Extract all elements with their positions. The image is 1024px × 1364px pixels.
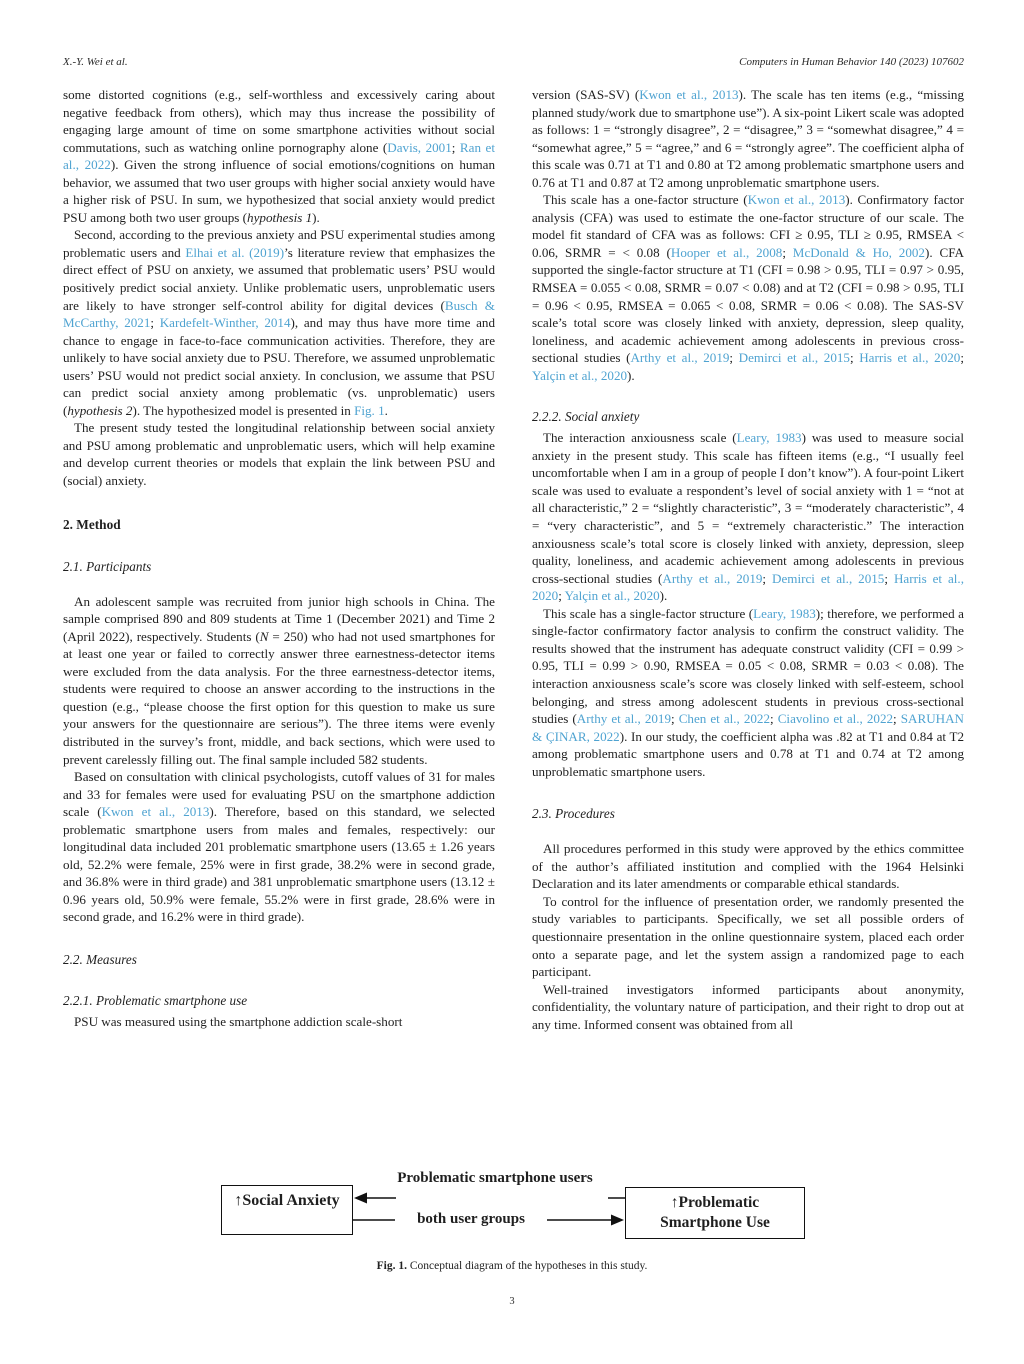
text-segment: ). Confirmatory factor analysis (CFA) was used to estimate the one-factor structure of our scale. The model fit standard of CFA was as follows: CFI ≥ 0.95, TLI ≥ 0.95, RMSEA < 0.06, SRMR = < 0.08 ( xyxy=(532,192,965,260)
body-columns xyxy=(63,86,964,1033)
subsection-heading-measures: 2.2. Measures xyxy=(63,951,137,967)
arrowhead-right-icon xyxy=(611,1215,624,1226)
paragraph xyxy=(532,191,964,384)
paragraph xyxy=(532,840,964,893)
left-column xyxy=(63,86,495,1033)
text-segment: ), and may thus have more time and chance to engage in face-to-face communication activities. Therefore, they are unlikely to have social anxiety due to PSU. Therefore, we assumed unproblematic users’ PSU would not predict social anxiety. In conclusion, we assume that PSU can predict social anxiety among problematic (vs. unproblematic) users ( xyxy=(63,315,495,418)
text-segment: N xyxy=(259,628,269,644)
text-segment: Well-trained investigators informed participants about anonymity, confidentiality, the voluntary nature of participation, and their right to drop out at any time. Informed consent was obtained from all xyxy=(532,981,964,1032)
figure-box-social-anxiety: ↑Social Anxiety xyxy=(221,1185,353,1235)
citation-link[interactable]: Harris et al., 2020 xyxy=(532,570,964,604)
text-segment: some distorted cognitions (e.g., self-worthless and excessively caring about negative feedback from others), which may thus increase the possibility of engaging large amount of time on some smartphone activities without social commutations, such as watching online pornography alone ( xyxy=(63,87,495,155)
citation-link[interactable]: Hooper et al., 2008 xyxy=(670,244,783,260)
text-segment: ’s literature review that emphasizes the direct effect of PSU on anxiety, we assumed that problematic users’ PSU would positively predict social anxiety. Unlike problematic users, unproblematic users are likely to have stronger self-control ability for digital devices ( xyxy=(63,244,496,313)
figure-box-problematic-smartphone-use xyxy=(625,1187,805,1239)
text-segment: ; xyxy=(893,711,901,727)
figure-box-right-line1: ↑Problematic xyxy=(670,1194,760,1211)
citation-link[interactable]: Kardefelt-Winther, 2014 xyxy=(159,315,291,331)
citation-link[interactable]: Harris et al., 2020 xyxy=(859,350,961,366)
running-head-authors: X.-Y. Wei et al. xyxy=(63,56,128,68)
text-segment: ). The hypothesized model is presented in xyxy=(132,402,355,418)
paragraph xyxy=(63,226,495,419)
citation-link[interactable]: Yalçin et al., 2020 xyxy=(532,367,628,383)
figure-top-arrow-label: Problematic smartphone users xyxy=(397,1170,593,1186)
citation-link[interactable]: Arthy et al., 2019 xyxy=(662,570,763,586)
text-segment: ; xyxy=(884,570,894,586)
text-segment: ; xyxy=(150,315,160,331)
text-segment: The interaction anxiousness scale ( xyxy=(543,430,737,446)
subsection-heading-participants: 2.1. Participants xyxy=(63,558,152,574)
text-segment: This scale has a one-factor structure ( xyxy=(543,192,748,208)
citation-link[interactable]: Fig. 1 xyxy=(354,402,385,418)
subsubsection-heading-psu: 2.2.1. Problematic smartphone use xyxy=(63,992,248,1008)
text-segment: This scale has a single-factor structure ( xyxy=(543,605,754,621)
figure-caption xyxy=(0,1260,1024,1272)
text-segment: PSU was measured using the smartphone addiction scale-short xyxy=(74,1013,403,1029)
figure-bottom-arrow-label: both user groups xyxy=(395,1211,547,1228)
running-head-journal: Computers in Human Behavior 140 (2023) 107602 xyxy=(739,56,964,68)
figure-caption-text: Conceptual diagram of the hypotheses in this study. xyxy=(409,1260,648,1272)
citation-link[interactable]: Yalçin et al., 2020 xyxy=(564,588,660,604)
citation-link[interactable]: Arthy et al., 2019 xyxy=(576,711,672,727)
citation-link[interactable]: Davis, 2001 xyxy=(387,139,452,155)
paragraph xyxy=(532,86,964,191)
text-segment: ). Therefore, based on this standard, we selected problematic smartphone users from males and females, respectively: our longitudinal data included 201 problematic smartphone users (13.65 ± 1.26 years old, 52.2% were female, 25% were in first grade, 38.2% were in second grade, and 36.8% were in third grade) and 381 unproblematic smartphone users (13.12 ± 0.96 years old, 50.9% were female, 55.2% were in first grade, 28.6% were in second grade, and 16.2% were in third grade). xyxy=(63,804,495,925)
text-segment: ; xyxy=(671,711,679,727)
text-segment: ; xyxy=(849,350,860,366)
paragraph xyxy=(63,1013,495,1031)
paragraph xyxy=(532,429,964,604)
text-segment: ; xyxy=(770,711,778,727)
citation-link[interactable]: Busch & McCarthy, 2021 xyxy=(63,297,495,331)
text-segment: The present study tested the longitudinal relationship between social anxiety and PSU among problematic and unproblematic users, which will help examine and develop current theories or models that explain the link between PSU and (social) anxiety. xyxy=(63,420,495,489)
text-segment: Based on consultation with clinical psychologists, cutoff values of 31 for males and 33 for females were used for evaluating PSU on the smartphone addiction scale ( xyxy=(63,769,495,820)
citation-link[interactable]: Demirci et al., 2015 xyxy=(738,350,850,366)
page-number: 3 xyxy=(509,1296,515,1307)
text-segment: ; xyxy=(729,350,739,366)
figure-caption-label: Fig. 1. xyxy=(376,1260,407,1272)
right-column xyxy=(532,86,964,1033)
citation-link[interactable]: Kwon et al., 2013 xyxy=(101,804,210,820)
paragraph xyxy=(532,893,964,981)
citation-link[interactable]: Kwon et al., 2013 xyxy=(639,87,739,102)
citation-link[interactable]: Elhai et al. (2019) xyxy=(185,244,285,260)
paragraph xyxy=(63,768,495,926)
citation-link[interactable]: Leary, 1983 xyxy=(736,430,802,446)
text-segment: ). xyxy=(627,367,635,383)
figure-box-right-line2: Smartphone Use xyxy=(660,1214,770,1231)
text-segment: To control for the influence of presentation order, we randomly presented the study variables to participants. Specifically, we set all possible orders of questionnaire presentation in the online questionnaire system, placed each order onto a separate page, and let the system assign a randomized page to each participant. xyxy=(532,893,964,980)
citation-link[interactable]: Kwon et al., 2013 xyxy=(747,192,846,208)
text-segment: ). Given the strong influence of social emotions/cognitions on human behavior, we assumed that two user groups with higher social anxiety would have a higher risk of PSU. In sum, we hypothesized that social anxiety would predict PSU among both two user groups ( xyxy=(63,157,495,225)
paragraph xyxy=(63,593,495,768)
text-segment: ). In our study, the coefficient alpha was .82 at T1 and 0.84 at T2 among problematic smartphone users and 0.78 at T1 and 0.74 at T2 among unproblematic smartphone users. xyxy=(532,728,964,779)
text-segment: ) was used to measure social anxiety in the present study. This scale has fifteen items (e.g., “I usually feel uncomfortable when I am in a group of people I don’t know”). A four-point Likert scale was used to evaluate a respondent’s level of social anxiety with 1 = “not at all characteristic,” 2 = “slightly characteristic”, 3 = “moderately characteristic”, 4 = “very characteristic”, and 5 = “extremely characteristic.” The interaction anxiousness scale’s total score is closely linked with anxiety, depression, sleep quality, loneliness, and academic achievement among adolescents in previous cross-sectional studies ( xyxy=(532,430,964,586)
paragraph xyxy=(63,419,495,489)
paragraph xyxy=(532,981,964,1034)
text-segment: version (SAS-SV) ( xyxy=(532,87,640,102)
section-heading-method: 2. Method xyxy=(63,516,121,532)
text-segment: ; xyxy=(762,570,772,586)
paragraph xyxy=(63,86,495,226)
text-segment: . xyxy=(384,402,388,418)
text-segment: ); therefore, we performed a single-factor confirmatory factor analysis to confirm the construct validity. The results showed that the instrument has adequate construct validity (CFI = 0.99 > 0.95, TLI = 0.99 > 0.90, RMSEA = 0.05 < 0.08, SRMR = 0.03 < 0.08). The interaction anxiousness scale’s score was closely linked with self-esteem, school belonging, and stress among adolescent students in previous cross-sectional studies ( xyxy=(532,605,964,727)
subsection-heading-procedures: 2.3. Procedures xyxy=(532,806,615,822)
text-segment: hypothesis 1 xyxy=(247,209,313,225)
text-segment: hypothesis 2 xyxy=(67,402,133,418)
text-segment: ; xyxy=(782,244,793,260)
text-segment: ). CFA supported the single-factor structure at T1 (CFI = 0.98 > 0.95, TLI = 0.97 > 0.95, RMSEA = 0.055 < 0.08, SRMR = 0.07 < 0.08) and at T2 (CFI = 0.98 > 0.95, TLI = 0.96 < 0.95, RMSEA = 0.065 < 0.08, SRMR = 0.06 < 0.08). The SAS-SV scale’s total score was closely linked with anxiety, depression, sleep quality, loneliness, and academic achievement among adolescents in previous cross-sectional studies ( xyxy=(532,244,964,366)
citation-link[interactable]: Ciavolino et al., 2022 xyxy=(777,711,894,727)
citation-link[interactable]: Demirci et al., 2015 xyxy=(772,570,885,586)
subsubsection-heading-social-anxiety: 2.2.2. Social anxiety xyxy=(532,409,640,425)
text-segment: All procedures performed in this study were approved by the ethics committee of the author’s affiliated institution and complied with the 1964 Helsinki Declaration and its later amendments or comparable ethical standards. xyxy=(532,841,964,892)
citation-link[interactable]: Chen et al., 2022 xyxy=(678,711,771,727)
text-segment: An adolescent sample was recruited from junior high schools in China. The sample comprised 890 and 809 students at Time 1 (December 2021) and Time 2 (April 2022), respectively. Students ( xyxy=(63,593,495,644)
citation-link[interactable]: Leary, 1983 xyxy=(753,605,816,621)
text-segment: ; xyxy=(960,350,964,366)
paragraph xyxy=(532,605,964,780)
text-segment: Second, according to the previous anxiety and PSU experimental studies among problematic users and xyxy=(63,227,495,260)
text-segment: ). xyxy=(659,588,668,604)
citation-link[interactable]: Ran et al., 2022 xyxy=(63,139,495,173)
citation-link[interactable]: Arthy et al., 2019 xyxy=(630,350,730,366)
running-head xyxy=(63,56,964,68)
text-segment: ). xyxy=(312,209,320,225)
text-segment: ; xyxy=(558,588,565,604)
text-segment: ; xyxy=(451,139,460,155)
text-segment: ). The scale has ten items (e.g., “missing planned study/work due to smartphone use”). A six-point Likert scale was adopted as follows: 1 = “strongly disagree”, 2 = “disagree,” 3 = “somewhat disagree,” 4 = “somewhat agree,” 5 = “agree,” and 6 = “strongly agree”. The coefficient alpha of this scale was 0.71 at T1 and 0.80 at T2 among problematic smartphone users and 0.76 at T1 and 0.87 at T2 among unproblematic smartphone users. xyxy=(532,87,964,190)
arrowhead-left-icon xyxy=(354,1193,367,1204)
citation-link[interactable]: McDonald & Ho, 2002 xyxy=(792,244,925,260)
citation-link[interactable]: SARUHAN & ÇINAR, 2022 xyxy=(532,711,965,744)
text-segment: = 250) who had not used smartphones for at least one year or failed to correctly answer three earnestness-detector items were excluded from the data analysis. For the three earnestness-detector items, students were required to choose an answer according to the instructions in the question (e.g., “please choose the first option for this question to make us sure your answers for the questionnaire are serious”). The three items were evenly distributed in the survey’s front, middle, and back sections, which were used to prevent carelessly filling out. The final sample included 582 students. xyxy=(63,628,496,767)
